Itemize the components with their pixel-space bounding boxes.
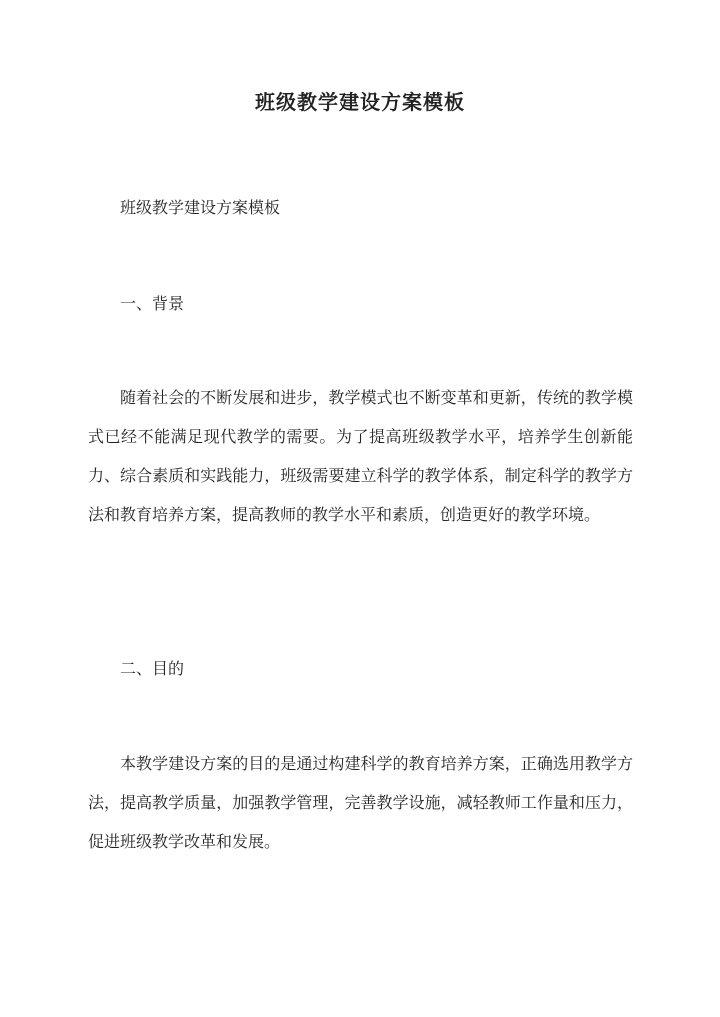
section-heading-background: 一、背景 — [120, 294, 185, 313]
section-body-background: 随着社会的不断发展和进步，教学模式也不断变革和更新，传统的教学模式已经不能满足现代教学的需要。为了提高班级教学水平，培养学生创新能力、综合素质和实践能力，班级需要建立科学的教学体系，制定科学的教学方法和教育培养方案，提高教师的教学水平和素质，创造更好的教学环境。 — [88, 388, 633, 524]
document-subtitle: 班级教学建设方案模板 — [120, 198, 281, 217]
section-heading-purpose: 二、目的 — [120, 659, 185, 678]
document-title: 班级教学建设方案模板 — [255, 90, 465, 114]
section-body-purpose: 本教学建设方案的目的是通过构建科学的教育培养方案，正确选用教学方法，提高教学质量，加强教学管理，完善教学设施，减轻教师工作量和压力，促进班级教学改革和发展。 — [88, 754, 633, 851]
